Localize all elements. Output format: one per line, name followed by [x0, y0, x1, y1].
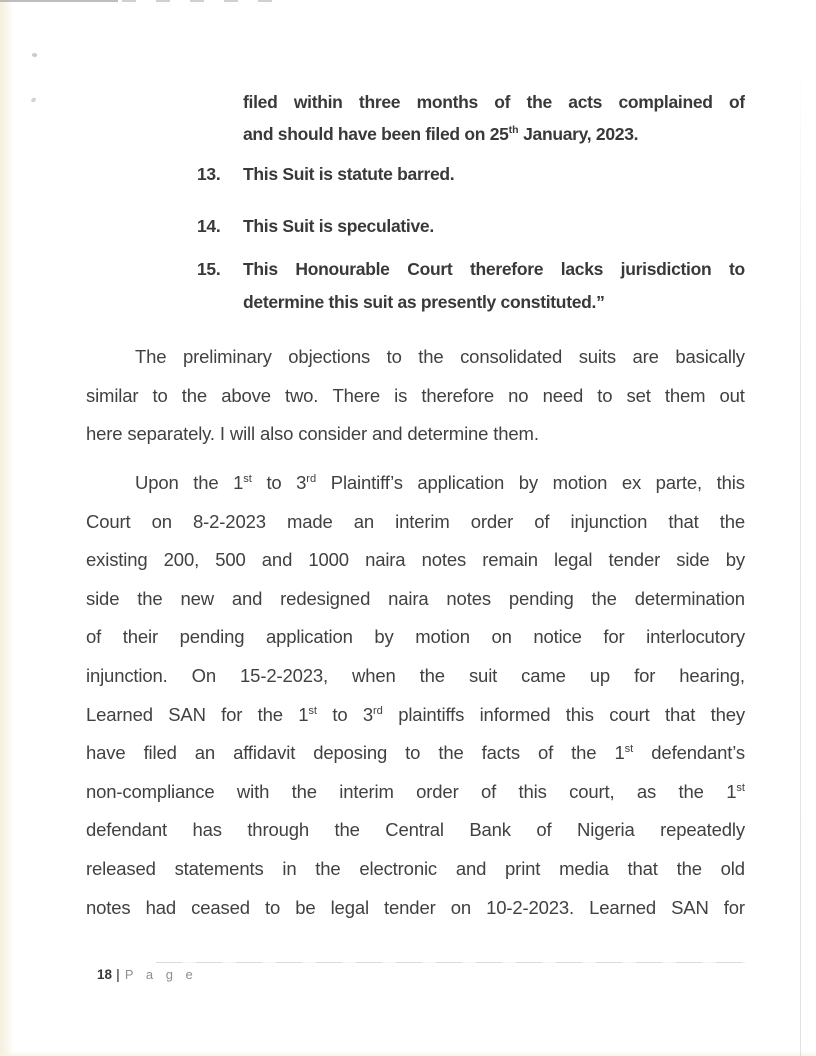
quote-line: and should have been filed on 25th January, 2023.	[243, 124, 639, 144]
footer-page-label: P a g e	[124, 967, 198, 982]
scan-artifact-bottom-edge	[0, 1051, 816, 1056]
quote-line: This Honourable Court therefore lacks jurisdiction to	[243, 259, 745, 279]
scan-artifact-speckle	[30, 97, 36, 103]
scan-artifact-top-dashes	[122, 0, 272, 2]
objection-item-14	[197, 210, 745, 243]
scan-artifact-top-line	[0, 0, 118, 2]
paragraph-line: defendant has through the Central Bank of Nigeria repeatedly	[86, 819, 745, 841]
objection-item-text	[243, 253, 745, 319]
quote-line: This Suit is speculative.	[243, 216, 434, 236]
paragraph-line: here separately. I will also consider and determine them.	[86, 423, 539, 445]
objection-item-15	[197, 253, 745, 319]
objection-item-number: 14.	[197, 216, 221, 236]
paragraph-line: have filed an affidavit deposing to the facts of the 1st defendant’s	[86, 742, 745, 764]
scan-artifact-right-line	[800, 60, 801, 1056]
paragraph-line: side the new and redesigned naira notes pending the determination	[86, 587, 745, 609]
paragraph-line: The preliminary objections to the consolidated suits are basically	[135, 346, 745, 367]
paragraph-line: non-compliance with the interim order of this court, as the 1st	[86, 780, 745, 802]
paragraph-line: Learned SAN for the 1st to 3rd plaintiffs informed this court that they	[86, 703, 745, 725]
paragraph-line: released statements in the electronic and print media that the old	[86, 857, 745, 879]
body-paragraph-1	[86, 338, 745, 454]
objection-item-13	[197, 158, 745, 191]
quoted-objection-continuation	[243, 86, 745, 150]
quote-line: This Suit is statute barred.	[243, 164, 455, 184]
paragraph-line: Upon the 1st to 3rd Plaintiff’s application by motion ex parte, this	[135, 472, 745, 493]
scan-artifact-speckle	[32, 52, 38, 57]
page-footer	[97, 967, 197, 982]
body-paragraph-2	[86, 464, 745, 927]
quote-line: filed within three months of the acts complained of	[243, 92, 745, 112]
paragraph-line: notes had ceased to be legal tender on 10-2-2023. Learned SAN for	[86, 896, 745, 918]
paragraph-line: injunction. On 15-2-2023, when the suit came up for hearing,	[86, 664, 745, 686]
paragraph-line: Court on 8-2-2023 made an interim order of injunction that the	[86, 510, 745, 532]
objection-item-text	[243, 158, 745, 191]
footer-separator: |	[116, 967, 120, 982]
scan-artifact-prefooter-line	[156, 962, 746, 963]
paragraph-line: similar to the above two. There is therefore no need to set them out	[86, 384, 745, 406]
paragraph-line: existing 200, 500 and 1000 naira notes remain legal tender side by	[86, 549, 745, 571]
footer-page-number: 18	[97, 967, 113, 982]
objection-item-number: 13.	[197, 164, 221, 184]
paragraph-line: of their pending application by motion on notice for interlocutory	[86, 626, 745, 648]
quote-line: determine this suit as presently constituted.”	[243, 292, 605, 312]
objection-item-number: 15.	[197, 259, 221, 279]
scan-artifact-left-edge	[0, 0, 14, 1056]
objection-item-text	[243, 210, 745, 243]
